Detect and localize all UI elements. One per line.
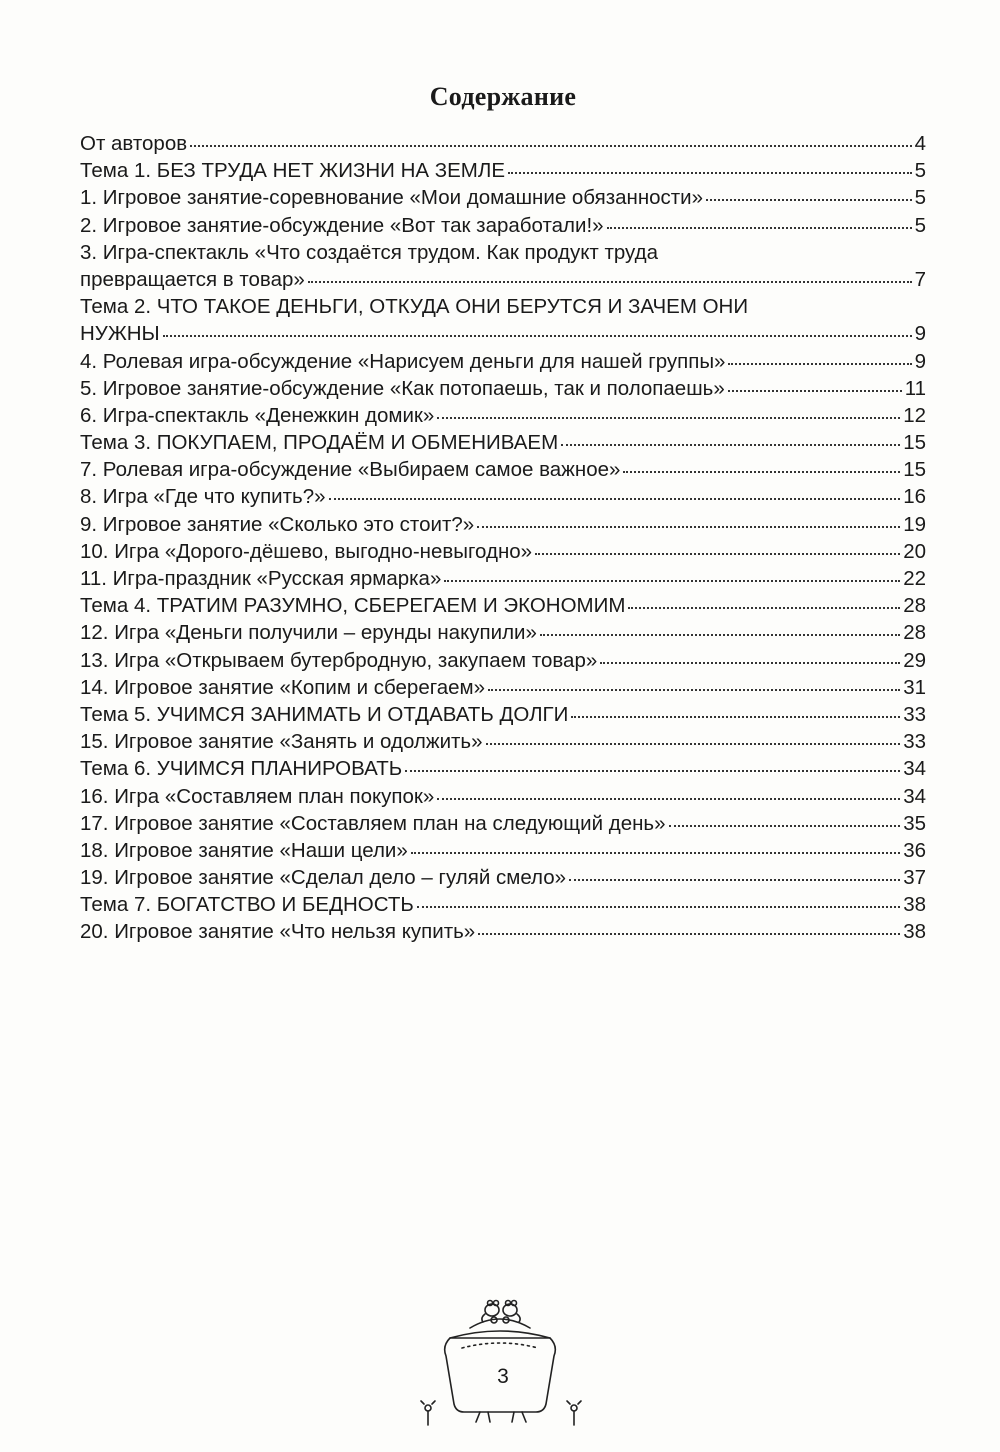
toc-entry-page: 38 xyxy=(903,893,926,917)
toc-entry-title: 19. Игровое занятие «Сделал дело – гуляй смело» xyxy=(80,866,567,890)
toc-entry-page: 12 xyxy=(903,403,926,427)
toc-entry[interactable] xyxy=(80,538,926,565)
leader-dots xyxy=(477,526,900,528)
leader-dots xyxy=(508,172,912,174)
leader-dots xyxy=(190,145,911,147)
toc-entry[interactable] xyxy=(80,755,926,782)
toc-entry[interactable] xyxy=(80,184,926,211)
toc-entry[interactable] xyxy=(80,837,926,864)
leader-dots xyxy=(535,553,900,555)
toc-entry[interactable] xyxy=(80,483,926,510)
toc-entry-title: Тема 1. БЕЗ ТРУДА НЕТ ЖИЗНИ НА ЗЕМЛЕ xyxy=(80,159,506,183)
toc-entry-page: 35 xyxy=(903,811,926,835)
leader-dots xyxy=(411,852,900,854)
toc-entry-title: 14. Игровое занятие «Копим и сберегаем» xyxy=(80,675,486,699)
toc-entry-title: 17. Игровое занятие «Составляем план на следующий день» xyxy=(80,811,666,835)
toc-entry-page: 38 xyxy=(903,920,926,944)
leader-dots xyxy=(600,662,900,664)
toc-entry[interactable] xyxy=(80,674,926,701)
leader-dots xyxy=(437,417,900,419)
toc-entry-title: 9. Игровое занятие «Сколько это стоит?» xyxy=(80,512,475,536)
leader-dots xyxy=(417,906,900,908)
leader-dots xyxy=(478,933,900,935)
toc-entry[interactable] xyxy=(80,810,926,837)
toc-entry-page: 9 xyxy=(914,349,926,373)
toc-entry-title-line1: 3. Игра-спектакль «Что создаётся трудом. Как продукт труда xyxy=(80,240,658,264)
toc-entry[interactable] xyxy=(80,783,926,810)
toc-entry-page: 4 xyxy=(914,132,926,155)
toc-entry-title: 6. Игра-спектакль «Денежкин домик» xyxy=(80,403,435,427)
toc-entry[interactable] xyxy=(80,402,926,429)
toc-entry[interactable] xyxy=(80,864,926,891)
toc-entry[interactable] xyxy=(80,375,926,402)
leader-dots xyxy=(444,580,900,582)
toc-entry-page: 11 xyxy=(904,376,926,400)
toc-entry-page: 16 xyxy=(903,485,926,509)
leader-dots xyxy=(540,634,900,636)
toc-entry-title: 12. Игра «Деньги получили – ерунды накупили» xyxy=(80,621,537,645)
leader-dots xyxy=(561,444,900,446)
toc-entry-page: 5 xyxy=(914,186,926,210)
toc-entry-page: 37 xyxy=(903,866,926,890)
leader-dots xyxy=(571,716,900,718)
toc-entry-page: 5 xyxy=(914,213,926,237)
toc-entry-page: 9 xyxy=(914,322,926,346)
toc-entry-page: 28 xyxy=(903,621,926,645)
toc-entry[interactable] xyxy=(80,239,926,293)
leader-dots xyxy=(623,471,900,473)
toc-entry-page: 28 xyxy=(903,594,926,618)
toc-entry[interactable] xyxy=(80,619,926,646)
toc-entry-title-line1: Тема 2. ЧТО ТАКОЕ ДЕНЬГИ, ОТКУДА ОНИ БЕРУТСЯ И ЗАЧЕМ ОНИ xyxy=(80,295,749,319)
toc-entry[interactable] xyxy=(80,701,926,728)
toc-entry-title: Тема 3. ПОКУПАЕМ, ПРОДАЁМ И ОБМЕНИВАЕМ xyxy=(80,431,559,455)
toc-entry[interactable] xyxy=(80,456,926,483)
toc-entry[interactable] xyxy=(80,918,926,945)
toc-entry[interactable] xyxy=(80,728,926,755)
leader-dots xyxy=(628,607,900,609)
toc-entry-title: Тема 4. ТРАТИМ РАЗУМНО, СБЕРЕГАЕМ И ЭКОНОМИМ xyxy=(80,594,626,618)
toc-entry[interactable] xyxy=(80,429,926,456)
toc-entry[interactable] xyxy=(80,511,926,538)
leader-dots xyxy=(607,227,912,229)
leader-dots xyxy=(437,798,900,800)
toc-page xyxy=(80,82,926,946)
leader-dots xyxy=(486,743,901,745)
table-of-contents xyxy=(80,130,926,946)
toc-entry[interactable] xyxy=(80,647,926,674)
leader-dots xyxy=(308,281,912,283)
toc-entry-page: 15 xyxy=(903,431,926,455)
toc-entry-title: 7. Ролевая игра-обсуждение «Выбираем самое важное» xyxy=(80,458,621,482)
toc-entry-title: 2. Игровое занятие-обсуждение «Вот так заработали!» xyxy=(80,213,604,237)
toc-entry-page: 19 xyxy=(903,512,926,536)
toc-entry-title: 1. Игровое занятие-соревнование «Мои домашние обязанности» xyxy=(80,186,704,210)
page-title: Содержание xyxy=(429,82,577,111)
toc-entry-page: 22 xyxy=(903,567,926,591)
leader-dots xyxy=(488,689,900,691)
page-number: 3 xyxy=(497,1365,509,1388)
toc-entry-page: 33 xyxy=(903,702,926,726)
toc-entry[interactable] xyxy=(80,592,926,619)
toc-entry-title: 4. Ролевая игра-обсуждение «Нарисуем деньги для нашей группы» xyxy=(80,349,726,373)
leader-dots xyxy=(329,498,901,500)
toc-entry-title: 8. Игра «Где что купить?» xyxy=(80,485,326,509)
toc-entry-page: 7 xyxy=(914,267,926,291)
toc-entry-page: 29 xyxy=(903,648,926,672)
toc-entry-page: 34 xyxy=(903,784,926,808)
toc-entry-title: Тема 6. УЧИМСЯ ПЛАНИРОВАТЬ xyxy=(80,757,403,781)
leader-dots xyxy=(728,390,902,392)
toc-entry-title: Тема 7. БОГАТСТВО И БЕДНОСТЬ xyxy=(80,893,414,917)
toc-entry-title: 10. Игра «Дорого-дёшево, выгодно-невыгодно» xyxy=(80,539,533,563)
toc-entry-title: 13. Игра «Открываем бутербродную, закупаем товар» xyxy=(80,648,598,672)
leader-dots xyxy=(669,825,901,827)
toc-entry-title: 5. Игровое занятие-обсуждение «Как потопаешь, так и полопаешь» xyxy=(80,376,725,400)
toc-entry[interactable] xyxy=(80,348,926,375)
leader-dots xyxy=(405,770,900,772)
toc-entry-page: 34 xyxy=(903,757,926,781)
toc-entry[interactable] xyxy=(80,130,926,157)
toc-entry-title: 20. Игровое занятие «Что нельзя купить» xyxy=(80,920,476,944)
toc-entry-title: Тема 5. УЧИМСЯ ЗАНИМАТЬ И ОТДАВАТЬ ДОЛГИ xyxy=(80,702,569,726)
toc-entry-page: 15 xyxy=(903,458,926,482)
toc-entry-title: 18. Игровое занятие «Наши цели» xyxy=(80,838,408,862)
toc-entry-title: 16. Игра «Составляем план покупок» xyxy=(80,784,435,808)
toc-entry-page: 5 xyxy=(914,159,926,183)
leader-dots xyxy=(728,363,911,365)
leader-dots xyxy=(706,199,912,201)
toc-entry-page: 20 xyxy=(903,539,926,563)
toc-entry[interactable] xyxy=(80,891,926,918)
toc-entry-title: превращается в товар» xyxy=(80,267,305,291)
leader-dots xyxy=(569,879,900,881)
purse-with-frogs-icon xyxy=(410,1290,590,1430)
toc-entry-page: 36 xyxy=(903,838,926,862)
toc-entry-title: 11. Игра-праздник «Русская ярмарка» xyxy=(80,567,442,591)
toc-entry-title: От авторов xyxy=(80,132,188,155)
toc-entry-title: 15. Игровое занятие «Занять и одолжить» xyxy=(80,730,483,754)
leader-dots xyxy=(163,335,912,337)
toc-entry[interactable] xyxy=(80,212,926,239)
toc-entry-page: 33 xyxy=(903,730,926,754)
toc-entry[interactable] xyxy=(80,293,926,347)
toc-entry[interactable] xyxy=(80,157,926,184)
toc-entry-page: 31 xyxy=(903,675,926,699)
toc-entry-title: НУЖНЫ xyxy=(80,322,160,346)
toc-entry[interactable] xyxy=(80,565,926,592)
